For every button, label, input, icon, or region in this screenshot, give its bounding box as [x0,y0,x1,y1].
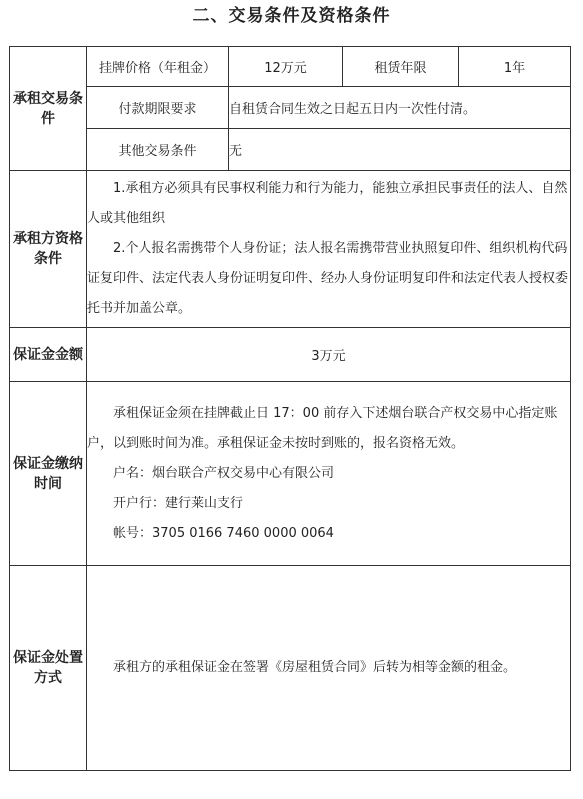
deposit-handling-body [87,566,571,771]
trade-row-other [10,129,571,171]
deposit-payment-text: 承租保证金须在挂牌截止日 17：00 前存入下述烟台联合产权交易中心指定账户，以到账时间为准。承租保证金未按时到账的，报名资格无效。 [87,405,558,451]
account-number: 帐号：3705 0166 7460 0000 0064 [113,525,334,541]
payment-label: 付款期限要求 [87,87,229,129]
other-value: 无 [229,129,571,171]
trade-row-price [10,47,571,87]
deposit-payment-body [87,382,571,566]
trade-row-payment [10,87,571,129]
account-name: 户名：烟台联合产权交易中心有限公司 [113,465,335,481]
deposit-handling-row [10,566,571,771]
qualification-header: 承租方资格条件 [10,171,87,328]
qualification-row [10,171,571,328]
price-label: 挂牌价格（年租金） [87,47,229,87]
other-label: 其他交易条件 [87,129,229,171]
payment-value: 自租赁合同生效之日起五日内一次性付清。 [229,87,571,129]
qualification-body [87,171,571,328]
price-value: 12万元 [229,47,343,87]
qualification-item-2: 2.个人报名需携带个人身份证；法人报名需携带营业执照复印件、组织机构代码证复印件、法定代表人身份证明复印件、经办人身份证明复印件和法定代表人授权委托书并加盖公章。 [87,241,569,316]
deposit-payment-header: 保证金缴纳时间 [10,382,87,566]
qualification-item-1: 1.承租方必须具有民事权利能力和行为能力，能独立承担民事责任的法人、自然人或其他组织 [87,181,568,226]
section-title: 二、交易条件及资格条件 [192,6,391,26]
bank-name: 开户行：建行莱山支行 [113,495,244,511]
deposit-amount-value: 3万元 [87,328,571,382]
deposit-amount-header: 保证金金额 [10,328,87,382]
deposit-payment-row [10,382,571,566]
trade-header: 承租交易条件 [10,47,87,171]
term-value: 1年 [459,47,571,87]
term-label: 租赁年限 [343,47,459,87]
deposit-handling-text: 承租方的承租保证金在签署《房屋租赁合同》后转为相等金额的租金。 [113,660,517,675]
conditions-table [9,46,571,771]
deposit-amount-row [10,328,571,382]
deposit-handling-header: 保证金处置方式 [10,566,87,771]
